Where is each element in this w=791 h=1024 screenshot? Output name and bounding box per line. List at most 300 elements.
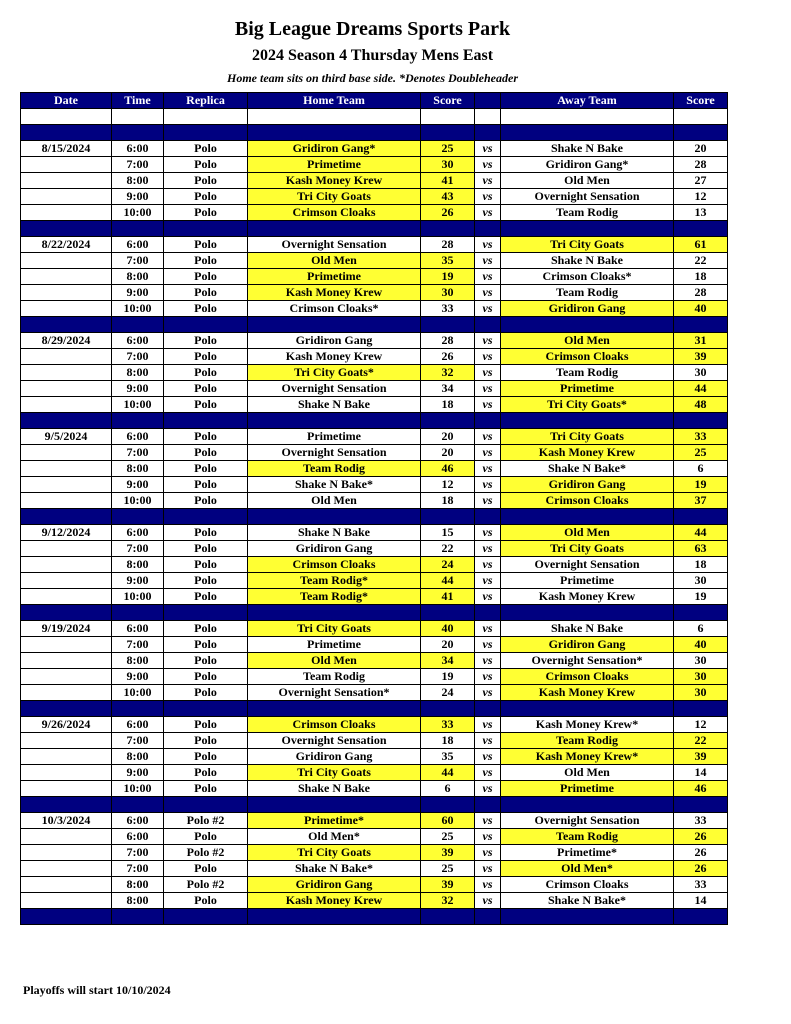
game-replica: Polo bbox=[164, 573, 248, 589]
home-team: Kash Money Krew bbox=[248, 285, 421, 301]
header-row bbox=[21, 93, 728, 109]
column-header-time: Time bbox=[112, 93, 164, 109]
game-time: 8:00 bbox=[112, 893, 164, 909]
away-team: Kash Money Krew* bbox=[501, 717, 674, 733]
game-row bbox=[21, 141, 728, 157]
home-score: 35 bbox=[421, 749, 475, 765]
home-score: 44 bbox=[421, 573, 475, 589]
home-team: Gridiron Gang bbox=[248, 541, 421, 557]
away-team: Kash Money Krew bbox=[501, 445, 674, 461]
game-time: 7:00 bbox=[112, 637, 164, 653]
game-date bbox=[21, 749, 112, 765]
game-row bbox=[21, 157, 728, 173]
game-row bbox=[21, 285, 728, 301]
game-date bbox=[21, 877, 112, 893]
game-replica: Polo bbox=[164, 253, 248, 269]
game-row bbox=[21, 717, 728, 733]
game-date bbox=[21, 461, 112, 477]
game-time: 10:00 bbox=[112, 685, 164, 701]
game-date bbox=[21, 173, 112, 189]
away-team: Tri City Goats bbox=[501, 429, 674, 445]
game-date: 9/5/2024 bbox=[21, 429, 112, 445]
home-team: Team Rodig* bbox=[248, 589, 421, 605]
game-row bbox=[21, 365, 728, 381]
vs-label: vs bbox=[475, 733, 501, 749]
game-date bbox=[21, 861, 112, 877]
game-time: 7:00 bbox=[112, 541, 164, 557]
home-team: Overnight Sensation bbox=[248, 733, 421, 749]
game-time: 8:00 bbox=[112, 173, 164, 189]
game-time: 8:00 bbox=[112, 461, 164, 477]
home-team: Overnight Sensation bbox=[248, 445, 421, 461]
away-team: Old Men bbox=[501, 333, 674, 349]
game-replica: Polo bbox=[164, 765, 248, 781]
vs-label: vs bbox=[475, 557, 501, 573]
game-time: 6:00 bbox=[112, 813, 164, 829]
vs-label: vs bbox=[475, 397, 501, 413]
home-score: 32 bbox=[421, 365, 475, 381]
away-team: Overnight Sensation* bbox=[501, 653, 674, 669]
away-team: Kash Money Krew bbox=[501, 685, 674, 701]
home-team: Gridiron Gang bbox=[248, 877, 421, 893]
game-date bbox=[21, 285, 112, 301]
home-team: Overnight Sensation* bbox=[248, 685, 421, 701]
game-date: 9/12/2024 bbox=[21, 525, 112, 541]
game-replica: Polo bbox=[164, 477, 248, 493]
home-score: 18 bbox=[421, 493, 475, 509]
home-score: 25 bbox=[421, 861, 475, 877]
away-team: Overnight Sensation bbox=[501, 813, 674, 829]
game-row bbox=[21, 477, 728, 493]
home-score: 30 bbox=[421, 285, 475, 301]
home-score: 33 bbox=[421, 301, 475, 317]
column-header-home-score: Score bbox=[421, 93, 475, 109]
away-score: 30 bbox=[674, 573, 728, 589]
vs-label: vs bbox=[475, 461, 501, 477]
away-score: 14 bbox=[674, 893, 728, 909]
away-score: 33 bbox=[674, 429, 728, 445]
home-score: 20 bbox=[421, 445, 475, 461]
vs-label: vs bbox=[475, 141, 501, 157]
home-team: Shake N Bake bbox=[248, 525, 421, 541]
vs-label: vs bbox=[475, 157, 501, 173]
game-date bbox=[21, 589, 112, 605]
game-row bbox=[21, 237, 728, 253]
game-time: 9:00 bbox=[112, 381, 164, 397]
away-score: 12 bbox=[674, 717, 728, 733]
game-replica: Polo #2 bbox=[164, 813, 248, 829]
home-team: Kash Money Krew bbox=[248, 173, 421, 189]
away-team: Kash Money Krew bbox=[501, 589, 674, 605]
game-time: 10:00 bbox=[112, 397, 164, 413]
away-score: 26 bbox=[674, 829, 728, 845]
game-row bbox=[21, 525, 728, 541]
vs-label: vs bbox=[475, 477, 501, 493]
game-date bbox=[21, 557, 112, 573]
away-score: 37 bbox=[674, 493, 728, 509]
game-time: 6:00 bbox=[112, 237, 164, 253]
game-time: 8:00 bbox=[112, 365, 164, 381]
game-date bbox=[21, 477, 112, 493]
away-score: 39 bbox=[674, 349, 728, 365]
away-score: 33 bbox=[674, 877, 728, 893]
game-replica: Polo bbox=[164, 237, 248, 253]
game-time: 9:00 bbox=[112, 573, 164, 589]
vs-label: vs bbox=[475, 253, 501, 269]
away-score: 40 bbox=[674, 637, 728, 653]
game-replica: Polo bbox=[164, 685, 248, 701]
column-header-away-score: Score bbox=[674, 93, 728, 109]
home-team: Shake N Bake bbox=[248, 781, 421, 797]
week-separator bbox=[21, 605, 728, 621]
vs-label: vs bbox=[475, 445, 501, 461]
away-score: 18 bbox=[674, 557, 728, 573]
game-replica: Polo bbox=[164, 525, 248, 541]
game-row bbox=[21, 269, 728, 285]
game-time: 8:00 bbox=[112, 877, 164, 893]
game-row bbox=[21, 829, 728, 845]
away-score: 19 bbox=[674, 477, 728, 493]
home-score: 43 bbox=[421, 189, 475, 205]
schedule-body bbox=[21, 109, 728, 925]
game-row bbox=[21, 573, 728, 589]
home-team: Primetime bbox=[248, 269, 421, 285]
game-row bbox=[21, 781, 728, 797]
game-replica: Polo bbox=[164, 333, 248, 349]
game-row bbox=[21, 733, 728, 749]
vs-label: vs bbox=[475, 717, 501, 733]
away-score: 12 bbox=[674, 189, 728, 205]
home-team: Tri City Goats bbox=[248, 845, 421, 861]
game-time: 8:00 bbox=[112, 653, 164, 669]
game-replica: Polo bbox=[164, 493, 248, 509]
schedule-table bbox=[20, 92, 728, 925]
vs-label: vs bbox=[475, 669, 501, 685]
game-row bbox=[21, 173, 728, 189]
away-score: 28 bbox=[674, 157, 728, 173]
vs-label: vs bbox=[475, 573, 501, 589]
away-team: Overnight Sensation bbox=[501, 557, 674, 573]
game-date bbox=[21, 381, 112, 397]
home-score: 46 bbox=[421, 461, 475, 477]
page-subtitle: 2024 Season 4 Thursday Mens East bbox=[251, 47, 494, 64]
away-score: 30 bbox=[674, 365, 728, 381]
game-replica: Polo #2 bbox=[164, 845, 248, 861]
game-time: 10:00 bbox=[112, 781, 164, 797]
game-replica: Polo bbox=[164, 637, 248, 653]
game-replica: Polo bbox=[164, 557, 248, 573]
game-row bbox=[21, 205, 728, 221]
game-date bbox=[21, 669, 112, 685]
home-score: 19 bbox=[421, 269, 475, 285]
game-replica: Polo bbox=[164, 589, 248, 605]
game-replica: Polo bbox=[164, 173, 248, 189]
game-row bbox=[21, 813, 728, 829]
home-team: Kash Money Krew bbox=[248, 893, 421, 909]
game-time: 7:00 bbox=[112, 445, 164, 461]
home-team: Shake N Bake bbox=[248, 397, 421, 413]
game-time: 9:00 bbox=[112, 669, 164, 685]
away-score: 6 bbox=[674, 461, 728, 477]
game-date bbox=[21, 653, 112, 669]
vs-label: vs bbox=[475, 429, 501, 445]
column-header-away-team: Away Team bbox=[501, 93, 674, 109]
game-date bbox=[21, 365, 112, 381]
home-team: Primetime bbox=[248, 157, 421, 173]
home-score: 12 bbox=[421, 477, 475, 493]
home-team: Old Men* bbox=[248, 829, 421, 845]
vs-label: vs bbox=[475, 349, 501, 365]
game-replica: Polo bbox=[164, 429, 248, 445]
game-replica: Polo bbox=[164, 365, 248, 381]
away-team: Gridiron Gang bbox=[501, 637, 674, 653]
home-team: Tri City Goats bbox=[248, 621, 421, 637]
game-time: 10:00 bbox=[112, 493, 164, 509]
vs-label: vs bbox=[475, 237, 501, 253]
vs-label: vs bbox=[475, 269, 501, 285]
game-time: 10:00 bbox=[112, 589, 164, 605]
game-row bbox=[21, 557, 728, 573]
away-score: 26 bbox=[674, 845, 728, 861]
game-replica: Polo #2 bbox=[164, 877, 248, 893]
game-row bbox=[21, 621, 728, 637]
away-team: Primetime bbox=[501, 573, 674, 589]
game-time: 8:00 bbox=[112, 749, 164, 765]
away-score: 28 bbox=[674, 285, 728, 301]
game-date bbox=[21, 685, 112, 701]
vs-label: vs bbox=[475, 621, 501, 637]
game-date: 9/26/2024 bbox=[21, 717, 112, 733]
home-team: Primetime bbox=[248, 637, 421, 653]
game-replica: Polo bbox=[164, 541, 248, 557]
home-score: 25 bbox=[421, 829, 475, 845]
game-row bbox=[21, 397, 728, 413]
game-row bbox=[21, 253, 728, 269]
away-team: Old Men bbox=[501, 173, 674, 189]
home-score: 18 bbox=[421, 397, 475, 413]
game-row bbox=[21, 861, 728, 877]
game-time: 6:00 bbox=[112, 525, 164, 541]
game-replica: Polo bbox=[164, 829, 248, 845]
game-replica: Polo bbox=[164, 157, 248, 173]
game-replica: Polo bbox=[164, 861, 248, 877]
game-date bbox=[21, 765, 112, 781]
schedule-note: Home team sits on third base side. *Denotes Doubleheader bbox=[227, 71, 518, 85]
game-date bbox=[21, 189, 112, 205]
home-team: Old Men bbox=[248, 493, 421, 509]
game-time: 6:00 bbox=[112, 829, 164, 845]
home-team: Gridiron Gang bbox=[248, 333, 421, 349]
game-time: 6:00 bbox=[112, 333, 164, 349]
home-team: Team Rodig* bbox=[248, 573, 421, 589]
away-team: Crimson Cloaks bbox=[501, 669, 674, 685]
game-date bbox=[21, 269, 112, 285]
game-time: 7:00 bbox=[112, 349, 164, 365]
game-time: 7:00 bbox=[112, 861, 164, 877]
game-time: 7:00 bbox=[112, 253, 164, 269]
away-score: 22 bbox=[674, 253, 728, 269]
away-score: 30 bbox=[674, 685, 728, 701]
home-team: Tri City Goats bbox=[248, 189, 421, 205]
week-separator bbox=[21, 797, 728, 813]
away-team: Crimson Cloaks bbox=[501, 493, 674, 509]
game-time: 10:00 bbox=[112, 205, 164, 221]
game-date bbox=[21, 845, 112, 861]
away-score: 6 bbox=[674, 621, 728, 637]
game-replica: Polo bbox=[164, 669, 248, 685]
home-score: 60 bbox=[421, 813, 475, 829]
vs-label: vs bbox=[475, 333, 501, 349]
away-team: Crimson Cloaks* bbox=[501, 269, 674, 285]
vs-label: vs bbox=[475, 541, 501, 557]
home-score: 22 bbox=[421, 541, 475, 557]
game-date: 9/19/2024 bbox=[21, 621, 112, 637]
vs-label: vs bbox=[475, 893, 501, 909]
home-score: 40 bbox=[421, 621, 475, 637]
home-team: Gridiron Gang* bbox=[248, 141, 421, 157]
home-team: Crimson Cloaks bbox=[248, 557, 421, 573]
home-score: 18 bbox=[421, 733, 475, 749]
away-score: 46 bbox=[674, 781, 728, 797]
home-team: Crimson Cloaks bbox=[248, 717, 421, 733]
game-time: 6:00 bbox=[112, 429, 164, 445]
away-team: Tri City Goats bbox=[501, 541, 674, 557]
vs-label: vs bbox=[475, 589, 501, 605]
away-team: Old Men bbox=[501, 525, 674, 541]
game-time: 8:00 bbox=[112, 557, 164, 573]
away-score: 20 bbox=[674, 141, 728, 157]
game-replica: Polo bbox=[164, 893, 248, 909]
vs-label: vs bbox=[475, 685, 501, 701]
away-score: 63 bbox=[674, 541, 728, 557]
vs-label: vs bbox=[475, 813, 501, 829]
away-score: 33 bbox=[674, 813, 728, 829]
game-replica: Polo bbox=[164, 461, 248, 477]
vs-label: vs bbox=[475, 525, 501, 541]
vs-label: vs bbox=[475, 285, 501, 301]
away-score: 19 bbox=[674, 589, 728, 605]
away-team: Gridiron Gang* bbox=[501, 157, 674, 173]
home-team: Team Rodig bbox=[248, 461, 421, 477]
home-score: 34 bbox=[421, 653, 475, 669]
game-time: 9:00 bbox=[112, 765, 164, 781]
playoffs-note: Playoffs will start 10/10/2024 bbox=[23, 983, 171, 997]
game-replica: Polo bbox=[164, 141, 248, 157]
home-score: 41 bbox=[421, 589, 475, 605]
away-score: 31 bbox=[674, 333, 728, 349]
away-team: Team Rodig bbox=[501, 205, 674, 221]
away-team: Gridiron Gang bbox=[501, 301, 674, 317]
away-team: Primetime bbox=[501, 781, 674, 797]
away-score: 25 bbox=[674, 445, 728, 461]
home-team: Shake N Bake* bbox=[248, 861, 421, 877]
game-date bbox=[21, 445, 112, 461]
game-row bbox=[21, 749, 728, 765]
game-time: 9:00 bbox=[112, 477, 164, 493]
column-header-vs bbox=[475, 93, 501, 109]
column-header-replica: Replica bbox=[164, 93, 248, 109]
game-time: 8:00 bbox=[112, 269, 164, 285]
game-replica: Polo bbox=[164, 749, 248, 765]
game-row bbox=[21, 685, 728, 701]
home-team: Overnight Sensation bbox=[248, 237, 421, 253]
away-team: Shake N Bake bbox=[501, 141, 674, 157]
game-row bbox=[21, 381, 728, 397]
game-time: 6:00 bbox=[112, 621, 164, 637]
away-score: 22 bbox=[674, 733, 728, 749]
away-team: Gridiron Gang bbox=[501, 477, 674, 493]
home-team: Tri City Goats* bbox=[248, 365, 421, 381]
home-score: 28 bbox=[421, 237, 475, 253]
away-score: 48 bbox=[674, 397, 728, 413]
home-team: Kash Money Krew bbox=[248, 349, 421, 365]
week-separator bbox=[21, 909, 728, 925]
game-time: 9:00 bbox=[112, 285, 164, 301]
game-date bbox=[21, 573, 112, 589]
game-row bbox=[21, 429, 728, 445]
vs-label: vs bbox=[475, 861, 501, 877]
game-date bbox=[21, 493, 112, 509]
home-score: 39 bbox=[421, 845, 475, 861]
week-separator bbox=[21, 221, 728, 237]
game-date bbox=[21, 157, 112, 173]
game-time: 7:00 bbox=[112, 157, 164, 173]
vs-label: vs bbox=[475, 189, 501, 205]
game-date bbox=[21, 301, 112, 317]
home-score: 26 bbox=[421, 349, 475, 365]
away-team: Old Men* bbox=[501, 861, 674, 877]
home-score: 44 bbox=[421, 765, 475, 781]
game-date: 8/15/2024 bbox=[21, 141, 112, 157]
away-team: Crimson Cloaks bbox=[501, 877, 674, 893]
away-team: Shake N Bake* bbox=[501, 893, 674, 909]
game-replica: Polo bbox=[164, 285, 248, 301]
home-score: 15 bbox=[421, 525, 475, 541]
away-team: Team Rodig bbox=[501, 285, 674, 301]
home-score: 35 bbox=[421, 253, 475, 269]
away-score: 14 bbox=[674, 765, 728, 781]
vs-label: vs bbox=[475, 637, 501, 653]
week-separator bbox=[21, 125, 728, 141]
away-team: Shake N Bake bbox=[501, 621, 674, 637]
home-score: 33 bbox=[421, 717, 475, 733]
game-row bbox=[21, 653, 728, 669]
game-row bbox=[21, 845, 728, 861]
away-team: Shake N Bake bbox=[501, 253, 674, 269]
home-score: 30 bbox=[421, 157, 475, 173]
vs-label: vs bbox=[475, 749, 501, 765]
vs-label: vs bbox=[475, 765, 501, 781]
game-replica: Polo bbox=[164, 269, 248, 285]
home-score: 6 bbox=[421, 781, 475, 797]
away-score: 30 bbox=[674, 669, 728, 685]
home-score: 34 bbox=[421, 381, 475, 397]
home-team: Tri City Goats bbox=[248, 765, 421, 781]
game-date bbox=[21, 733, 112, 749]
blank-row bbox=[21, 109, 728, 125]
game-row bbox=[21, 541, 728, 557]
away-score: 26 bbox=[674, 861, 728, 877]
game-replica: Polo bbox=[164, 621, 248, 637]
game-date: 10/3/2024 bbox=[21, 813, 112, 829]
game-replica: Polo bbox=[164, 653, 248, 669]
home-team: Shake N Bake* bbox=[248, 477, 421, 493]
vs-label: vs bbox=[475, 365, 501, 381]
away-team: Tri City Goats* bbox=[501, 397, 674, 413]
vs-label: vs bbox=[475, 381, 501, 397]
home-team: Gridiron Gang bbox=[248, 749, 421, 765]
vs-label: vs bbox=[475, 493, 501, 509]
